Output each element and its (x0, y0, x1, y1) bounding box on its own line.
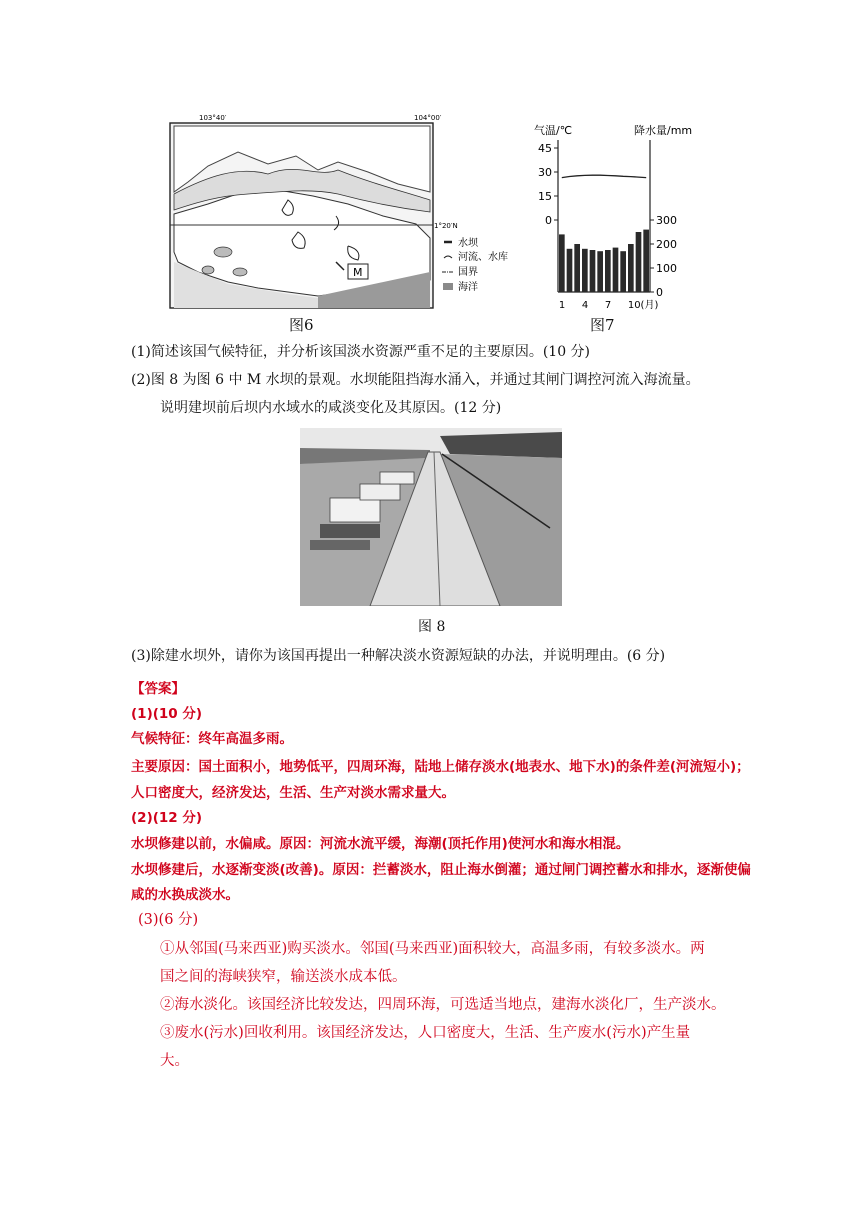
answer-1-line2: 主要原因：国土面积小，地势低平，四周环海，陆地上储存淡水(地表水、地下水)的条件差(河流短小)； (131, 759, 750, 775)
temp-tick-label: 15 (538, 190, 552, 203)
answer-heading: 【答案】 (131, 681, 185, 697)
temp-tick-label: 45 (538, 142, 552, 155)
precip-ticks (650, 214, 677, 299)
figure7-climate-chart (528, 120, 708, 315)
figure6-map (168, 112, 508, 312)
lat-label: 1°20′N (434, 222, 458, 230)
question-2-line2: 说明建坝前后坝内水域水的咸淡变化及其原因。(12 分) (160, 400, 502, 416)
answer-3-line1: ①从邻国(马来西亚)购买淡水。邻国(马来西亚)面积较大，高温多雨，有较多淡水。两 (160, 941, 705, 957)
answer-2-head: (2)(12 分) (131, 810, 203, 826)
answer-3-head: (3)(6 分) (138, 912, 199, 928)
precip-tick-label: 0 (656, 286, 663, 299)
precip-bar (574, 244, 580, 292)
answer-1-line1: 气候特征：终年高温多雨。 (131, 731, 293, 747)
legend-river-symbol (444, 256, 452, 258)
precip-bars (559, 230, 649, 292)
legend-border: 国界 (458, 267, 478, 278)
figure7-caption: 图7 (590, 316, 615, 334)
temp-tick-label: 0 (545, 214, 552, 227)
answer-2-line1: 水坝修建以前，水偏咸。原因：河流水流平缓，海潮(顶托作用)使河水和海水相混。 (131, 836, 630, 852)
question-3: (3)除建水坝外，请你为该国再提出一种解决淡水资源短缺的办法，并说明理由。(6 分) (131, 648, 666, 664)
precip-bar (559, 234, 565, 292)
lon-left-label: 103°40′ (199, 114, 227, 122)
precip-bar (582, 249, 588, 292)
legend-dam: 水坝 (458, 238, 478, 249)
legend-ocean-symbol (443, 283, 453, 290)
climate-svg (528, 120, 708, 315)
precip-tick-label: 100 (656, 262, 677, 275)
temp-ticks (538, 142, 558, 227)
x-tick-label: 4 (581, 300, 589, 311)
dam-photo-svg (300, 428, 562, 606)
question-2-line1: (2)图 8 为图 6 中 M 水坝的景观。水坝能阻挡海水涌入，并通过其闸门调控河流入海流量。 (131, 372, 700, 388)
answer-3-line4: ③废水(污水)回收利用。该国经济发达，人口密度大，生活、生产废水(污水)产生量 (160, 1025, 691, 1041)
answer-3-line2: 国之间的海峡狭窄，输送淡水成本低。 (160, 969, 407, 985)
precip-bar (613, 248, 619, 292)
figure8-dam-photo (300, 428, 562, 606)
question-1: (1)简述该国气候特征，并分析该国淡水资源严重不足的主要原因。(10 分) (131, 344, 591, 360)
precip-bar (643, 230, 649, 292)
map-svg (168, 112, 508, 312)
legend-river: 河流、水库 (458, 252, 508, 263)
precip-tick-label: 300 (656, 214, 677, 227)
temp-axis-title: 气温/℃ (534, 124, 573, 137)
precip-axis-title: 降水量/mm (634, 124, 693, 137)
answer-2-line3: 咸的水换成淡水。 (131, 887, 239, 903)
answer-3-line3: ②海水淡化。该国经济比较发达，四周环海，可选适当地点，建海水淡化厂，生产淡水。 (160, 997, 726, 1013)
precip-bar (636, 232, 642, 292)
x-ticks (559, 299, 659, 311)
precip-bar (597, 251, 603, 292)
temp-tick-label: 30 (538, 166, 552, 179)
answer-1-head: (1)(10 分) (131, 706, 203, 722)
legend-ocean: 海洋 (458, 282, 478, 293)
dam-m-label: M (353, 266, 363, 279)
precip-bar (605, 250, 611, 292)
precip-bar (567, 249, 573, 292)
precip-bar (590, 250, 596, 292)
answer-3-line5: 大。 (160, 1053, 189, 1069)
map-legend (442, 236, 508, 293)
precip-bar (628, 244, 634, 292)
x-tick-label: 10(月) (627, 300, 659, 311)
x-tick-label: 1 (558, 300, 566, 311)
figure6-caption: 图6 (289, 316, 314, 334)
precip-tick-label: 200 (656, 238, 677, 251)
temp-line (562, 175, 646, 177)
figure8-caption: 图 8 (418, 619, 446, 635)
answer-1-line3: 人口密度大，经济发达，生活、生产对淡水需求量大。 (131, 785, 455, 801)
x-tick-label: 7 (604, 300, 612, 311)
lon-right-label: 104°00′ (414, 114, 442, 122)
precip-bar (620, 251, 626, 292)
answer-2-line2: 水坝修建后，水逐渐变淡(改善)。原因：拦蓄淡水，阻止海水倒灌；通过闸门调控蓄水和排水，逐渐使偏 (131, 862, 751, 878)
